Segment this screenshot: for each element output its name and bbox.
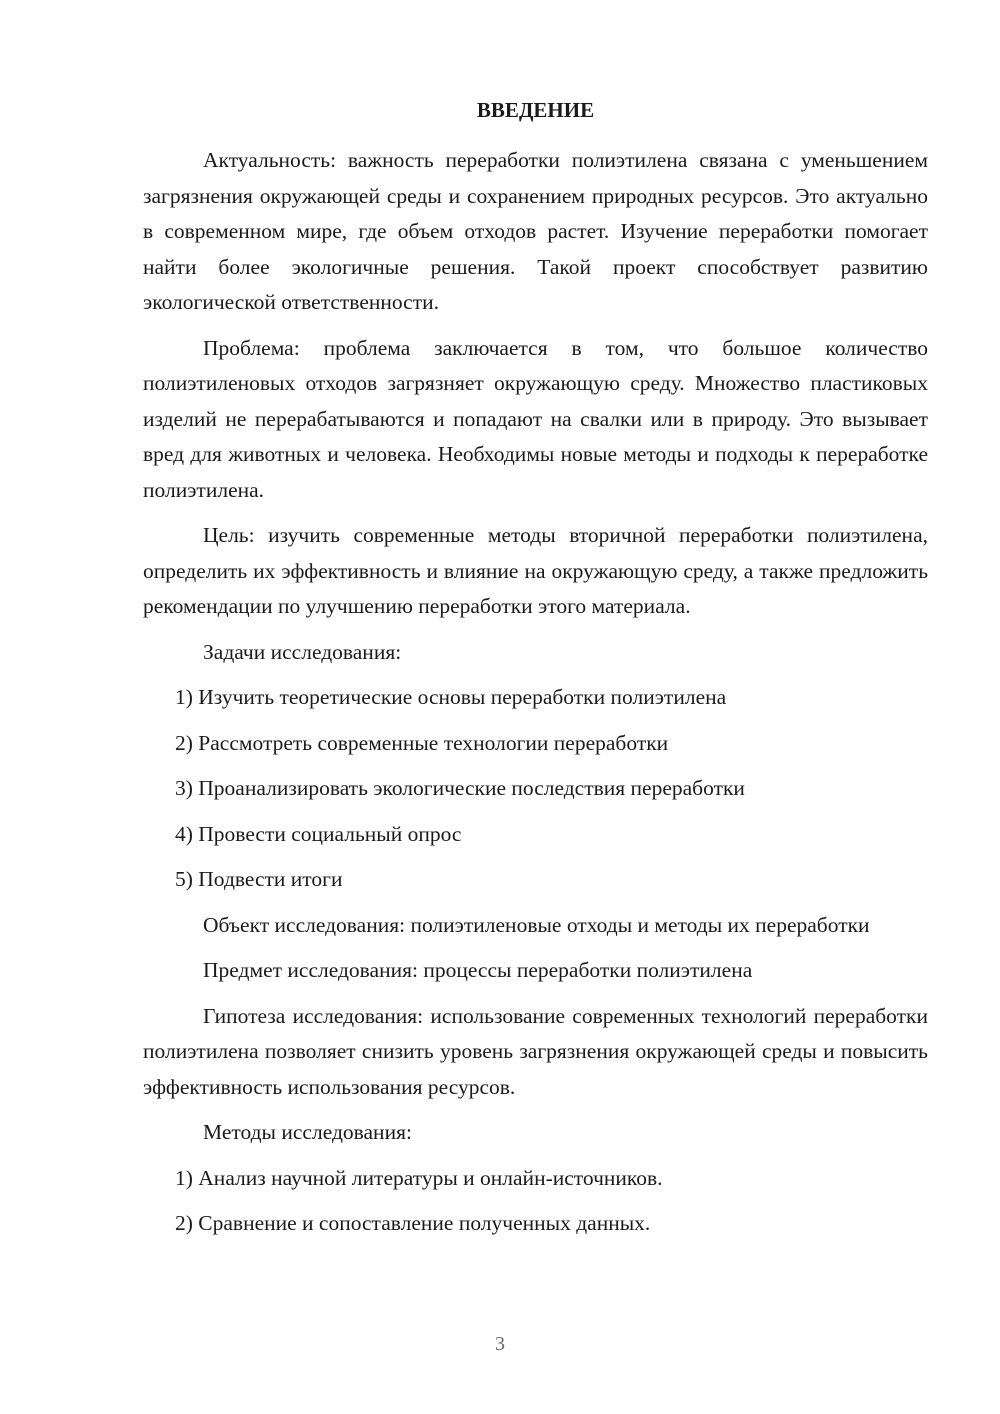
list-item: 5) Подвести итоги — [175, 867, 343, 891]
paragraph-object: Объект исследования: полиэтиленовые отходы и методы их переработки — [203, 912, 870, 937]
list-item: 4) Провести социальный опрос — [175, 821, 462, 846]
paragraph-relevance: Актуальность: важность переработки полиэтилена связана с уменьшением загрязнения окружающей среды и сохранением природных ресурсов. Это актуально в современном мире, где объем отходов растет. Изучение переработки помогает найти более экологичные решения. Такой проект способствует развитию экологической ответственности. — [143, 148, 928, 314]
document-page — [143, 96, 928, 1252]
paragraph-goal: Цель: изучить современные методы вторичной переработки полиэтилена, определить их эффективность и влияние на окружающую среду, а также предложить рекомендации по улучшению переработки этого материала. — [143, 523, 928, 618]
paragraph-hypothesis: Гипотеза исследования: использование современных технологий переработки полиэтилена позволяет снизить уровень загрязнения окружающей среды и повысить эффективность использования ресурсов. — [143, 1003, 928, 1099]
paragraph-subject: Предмет исследования: процессы переработки полиэтилена — [203, 958, 753, 982]
page-title: ВВЕДЕНИЕ — [476, 98, 595, 122]
methods-heading: Методы исследования: — [203, 1120, 412, 1144]
page-number: 3 — [495, 1333, 505, 1355]
tasks-list — [143, 680, 928, 898]
list-item: 2) Сравнение и сопоставление полученных данных. — [175, 1211, 651, 1235]
list-item: 1) Изучить теоретические основы переработки полиэтилена — [175, 685, 727, 709]
list-item: 1) Анализ научной литературы и онлайн-источников. — [175, 1165, 663, 1190]
methods-list — [143, 1161, 928, 1242]
tasks-heading: Задачи исследования: — [203, 639, 402, 664]
paragraph-problem: Проблема: проблема заключается в том, что большое количество полиэтиленовых отходов загрязняет окружающую среду. Множество пластиковых изделий не перерабатываются и попадают на свалки или в природу. Это вызывает вред для животных и человека. Необходимы новые методы и подходы к переработке полиэтилена. — [143, 335, 928, 502]
list-item: 3) Проанализировать экологические последствия переработки — [175, 776, 745, 800]
list-item: 2) Рассмотреть современные технологии переработки — [175, 730, 669, 755]
